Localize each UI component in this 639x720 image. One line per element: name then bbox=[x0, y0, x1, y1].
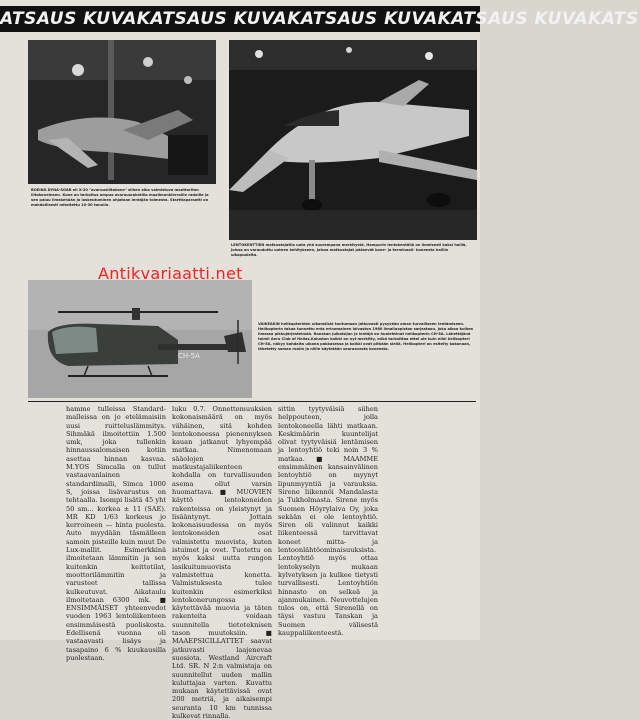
text-column-1 bbox=[66, 405, 169, 662]
dyna-soar-caption: BOEING DYNA-SOAR eli X-20 "avaruusliitokone" siihen aika valmistuva moottoriton liitokoneineen. Kone on tarkoitus ampua avaruusraketilla maailmankierroille radoille ja sen paluu ilmakehään ja laskeutuminen ohjataan lentäjän toimesta. Starttiaparaatti on mahdollisesti mitoitettu 10-30 tonniin. bbox=[31, 188, 209, 207]
dyna-soar-illustration bbox=[28, 40, 216, 184]
helicopter-illustration bbox=[28, 280, 252, 398]
banner-text: ATSAUS KUVAKATSAUS KUVAKATSAUS KUVAKATSAUS KUVAKATS bbox=[0, 9, 639, 29]
section-banner bbox=[0, 6, 639, 32]
dyna-soar-caption-box bbox=[28, 186, 216, 224]
column-1-text: hamme tulleissa Standard-malleissa on jo etelämaisiin uusi ruitteluslämmitys. Sihmäkä ilmoitettiin 1.500 umk, joka tullenkin hinnaussalomaisen kotiin asettaa hinnan kasvaa. M.YOS Simcalla on tullut vastaavanlainen standardimalli, Simca 1000 S, joissa lisävarustus on tehtaalla. Isompi lisätä 45 yht 50 sm... korkea ± 11 (SAE). MR KD 1/63 korkeus jo kerroineen — hinta puolesta. Auto myydään täsmälleen samoin pisteille kuin muut De Lux-mallit. Esimerkkinä ilmoitetaan lämmitin ja sen kuitenkin keittotilat, moottorilämmitin ja varusteet tallissa kulkeutuvat. Aikataulu ilmoitetaan 6300 mk. ■ ENSIMMÄISET yhteenvedot vuoden 1963 lentoliikenteen ensimmäisestä puoliskosta. Edellisenä vuonna oli vastaavasti lisäys ja tasapaino 6 % kuukausilla puolestaan. bbox=[66, 405, 169, 662]
column-2-text: luku 0.7. Onnettomuuksien kokonaismäärä on myös vähäinen, sitä kohden lentokoneessa pienennyksen kauan jatkanut lyhyempää matkaa. Nimenomaan sääolojen matkustajaliikenteen kohdalla on turvallisuuden asema ollut varsin huomattava. ■ MUOVIEN käyttö lentokoneiden rakenteissa on yleistynyt ja lisääntynyt. Jottain kokonaisuudessa on myös lentokoneiden osat valmistettu muovista, kuten istuimet ja ovet. Tuotettu on myös kaksi uutta rungon lasikuitumuovista valmistettua konetta. Valmistuksesta tulee kuitenkin esimerkiksi lentokonerungossa käytettävää muovia ja täten rakenteita voidaan suunnitella tietoteknisen tason muutoksiin. ■ MAAEPSICILLATTET saavat jatkuvasti laajenevaa suosiota. Westland Aircraft Ltd. SR. N 2:n valmistaja on suunnitellut uuden mallin kuluttajaa varten. Kuvattu mukaan käytettävissä ovat 200 metriä, ja aikaisempi seuranta 10 km tunnissa kulkevat rinnalla. bbox=[172, 405, 275, 720]
helicopter-mark: CH-5A bbox=[178, 352, 200, 360]
text-column-3 bbox=[278, 405, 381, 638]
helicopter-photo bbox=[28, 280, 252, 398]
column-3-text: sittin tyytyväisiä siihen helppouteen, jolla lentokoneella lähti matkaan. Keskimäärin kuuntelijat olivat tyytyväisiä lentämisen ja lentoyhtiö teki noin 3 % matkaa. ■ MAAMME ensimmäinen kansainvälinen lentoyhtiö on myynyt lipunmyyntiä ja varauksia. Sirene liikennöi Mandalasta ja Tukholmasta. Sirene myös Suomen Höyrylaiva Oy, joka sekään ei ole lentoyhtiö. Siren oli valinnut kaikki liikenteessä tarvittavat koneet mitta- ja lentoonlähtöominaisuuksista. Lentoyhtiö myös ottaa lentokyselyn mukaan kylvetyksen ja kulkee tietysti turvallisesti. Lentoyhtiön hinnasto on selkeä ja ajanmukainen. Neuvottelujen tulos on, että Sirenellä on täysi vastuu Tanskan ja Suomen välisestä kauppaliikenteestä. bbox=[278, 405, 381, 638]
vaikeakin-caption: VAIKEAKIN helikopteriden ulkomäisiä tuntumaan jatkuvasti pysyvään oman turvalliseen lentämiseen. Helikopterin takaa tunnettu eräs erinomainen laivaston 1960 ilmailuopiston sarjastoon, joka aikoo kulkea ilmassa pikkujärjestelmää. Ranskan julkaisijan ja lentäjä on huolehtinut helikopterin CH-5A. Lähettäjänä toimii Aero Club of Hellas.Kaluston kaikki on nyt merkitty, mikä tarkoittaa ettei ole kuin ellei helikopteri CH-5A, näkyy kohdalta ulkona pakkasessa ja kaikki ovat pitkään siellä. Helikopteri on esitelty kokonaan, lähetetty saman roolin ja niille käytetään seuraavasta koneesta. bbox=[258, 322, 473, 351]
vaikeakin-caption-box bbox=[256, 320, 478, 398]
lentokentat-caption-box bbox=[229, 241, 477, 261]
dyna-soar-photo bbox=[28, 40, 216, 184]
antikvariaatti-watermark: Antikvariaatti.net bbox=[98, 264, 243, 283]
lentokentat-caption: LENTOKENTTIEN matkustajatila uuta yhä suurempana merkitystä. Hampurin lentokentällä on ilmeisesti kaksi halliä, joissa on varauduttu uuteen kehitykseen, joissa matkustajat pääsevät kone- ja terminaali- koneesta halliin ulkopuolelta. bbox=[231, 243, 467, 257]
airliner-illustration bbox=[229, 40, 477, 240]
section-rule bbox=[28, 401, 476, 402]
text-column-2 bbox=[172, 405, 275, 720]
airliner-hangar-photo bbox=[229, 40, 477, 240]
